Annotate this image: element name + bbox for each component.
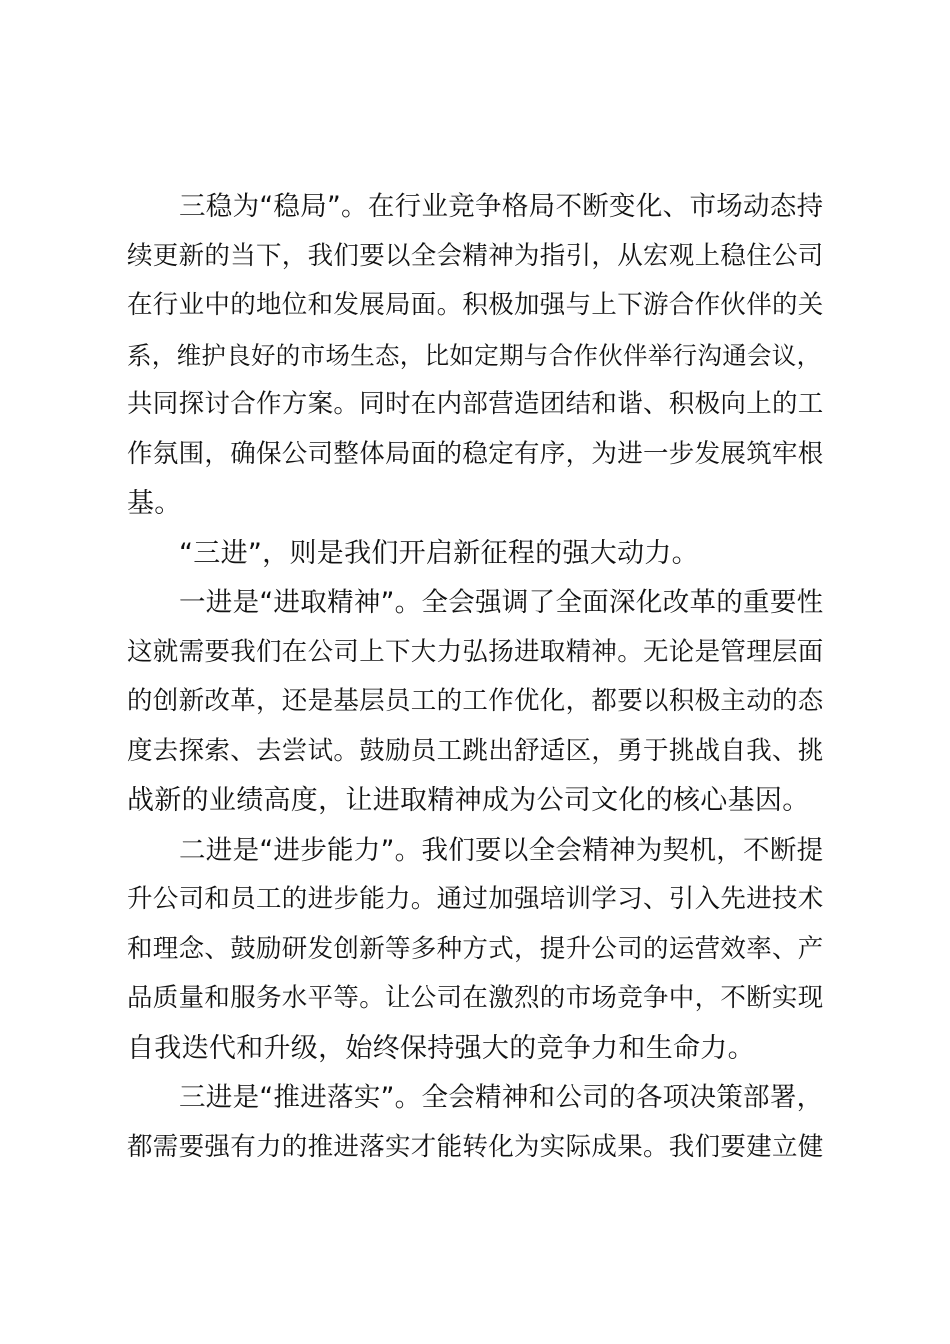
text-line: 三进是“推进落实”。全会精神和公司的各项决策部署， <box>179 1082 824 1113</box>
text-line: 三稳为“稳局”。在行业竞争格局不断变化、市场动态持 <box>179 191 824 222</box>
text-line: 这就需要我们在公司上下大力弘扬进取精神。无论是管理层面 <box>127 636 824 667</box>
text-line: 系，维护良好的市场生态，比如定期与合作伙伴举行沟通会议， <box>127 340 822 370</box>
text-line: 都需要强有力的推进落实才能转化为实际成果。我们要建立健 <box>127 1131 824 1162</box>
text-line: 自我迭代和升级，始终保持强大的竞争力和生命力。 <box>127 1032 755 1064</box>
text-line: 战新的业绩高度，让进取精神成为公司文化的核心基因。 <box>127 785 810 816</box>
text-line: 升公司和员工的进步能力。通过加强培训学习、引入先进技术 <box>127 884 824 914</box>
text-line: 度去探索、去尝试。鼓励员工跳出舒适区，勇于挑战自我、挑 <box>127 735 824 766</box>
text-line: 基。 <box>127 488 182 519</box>
text-line: 共同探讨合作方案。同时在内部营造团结和谐、积极向上的工 <box>127 389 824 419</box>
document-body <box>127 182 833 1172</box>
text-line: 的创新改革，还是基层员工的工作优化，都要以积极主动的态 <box>127 686 824 716</box>
text-line: 续更新的当下，我们要以全会精神为指引，从宏观上稳住公司 <box>127 240 824 271</box>
text-line: 和理念、鼓励研发创新等多种方式，提升公司的运营效率、产 <box>127 933 824 964</box>
text-line: “三进”，则是我们开启新征程的强大动力。 <box>179 537 699 569</box>
text-line: 在行业中的地位和发展局面。积极加强与上下游合作伙伴的关 <box>127 290 824 320</box>
text-line: 品质量和服务水平等。让公司在激烈的市场竞争中，不断实现 <box>127 983 824 1013</box>
text-line: 一进是“进取精神”。全会强调了全面深化改革的重要性 <box>179 587 824 618</box>
text-line: 二进是“进步能力”。我们要以全会精神为契机，不断提 <box>179 834 824 866</box>
text-line: 作氛围，确保公司整体局面的稳定有序，为进一步发展筑牢根 <box>127 438 824 469</box>
